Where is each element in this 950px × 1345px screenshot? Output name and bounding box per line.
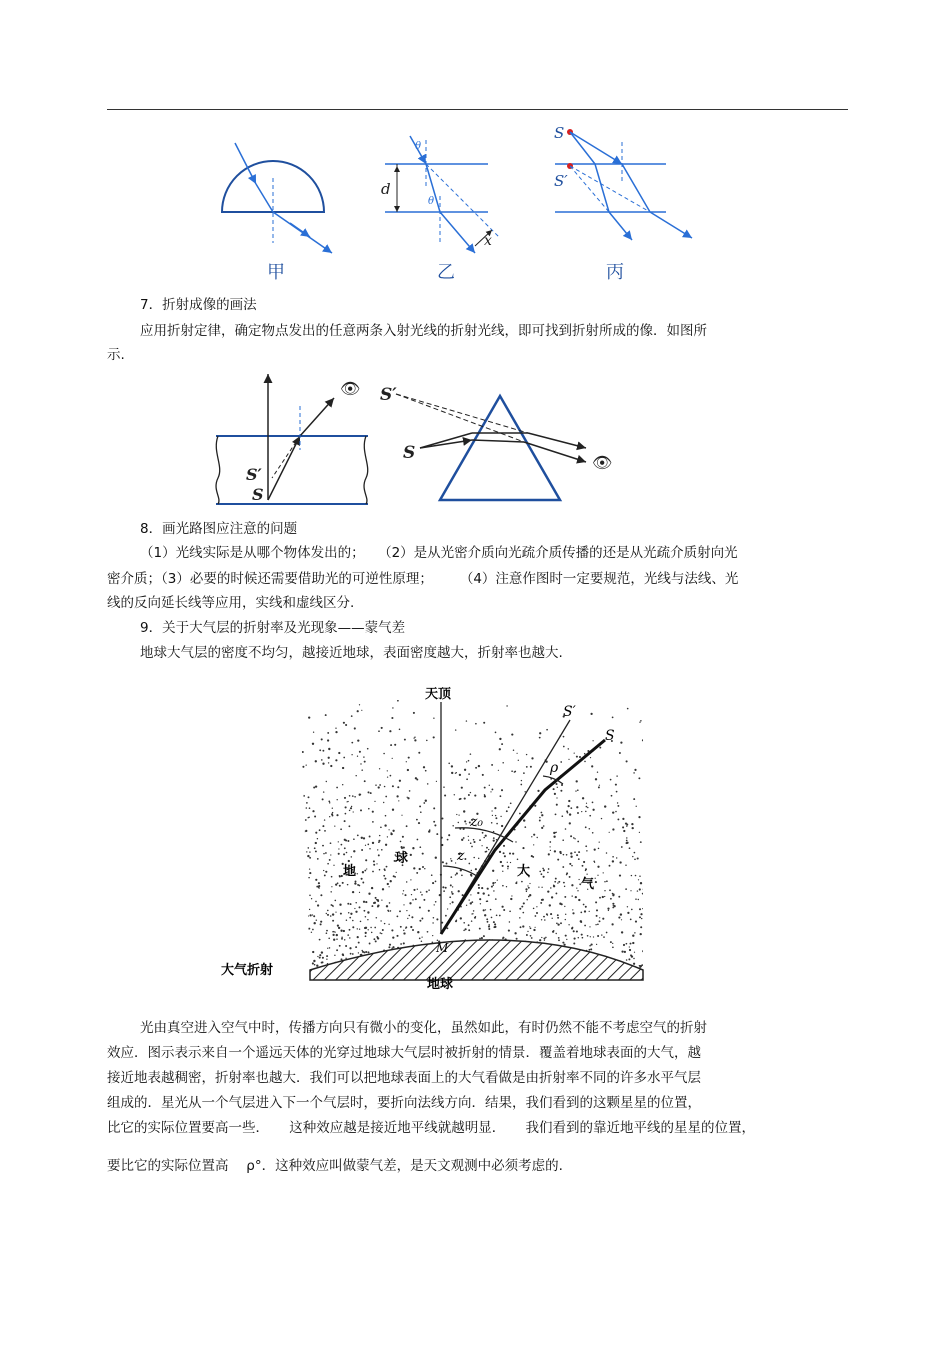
- prism-diagram: [380, 385, 612, 500]
- section7-heading: 7．折射成像的画法: [140, 297, 257, 313]
- closing-line1: 光由真空进入空气中时，传播方向只有微小的变化，虽然如此，有时仍然不能不考虑空气的折射: [140, 1020, 707, 1036]
- char-qiu: 球: [395, 851, 409, 866]
- section9-para: 地球大气层的密度不均匀，越接近地球，表面密度越大，折射率也越大.: [140, 645, 563, 661]
- z-label: z: [457, 848, 465, 864]
- s-prime-label: S′: [563, 704, 576, 720]
- slab-diagram: [216, 374, 368, 504]
- section8-line1: （1）光线实际是从哪个物体发出的； （2）是从光密介质向光疏介质传播的还是从光疏介质射向光: [140, 545, 738, 561]
- figure-atmospheric-refraction: [205, 680, 645, 995]
- section7-para-line2: 示.: [107, 347, 125, 363]
- section8-line2: 密介质；（3）必要的时候还需要借助光的可逆性原理； （4）注意作图时一定要规范，光线与法线、光: [107, 571, 739, 587]
- s-prime-label: S′: [246, 465, 262, 484]
- closing-line6: 要比它的实际位置高 ρ°．这种效应叫做蒙气差，是天文观测中必须考虑的.: [107, 1158, 563, 1174]
- section8-heading: 8．画光路图应注意的问题: [140, 521, 298, 537]
- figure-jia: [222, 143, 332, 253]
- s-label: S: [554, 124, 565, 142]
- s-prime-label: S′: [554, 172, 568, 190]
- label-yi: 乙: [437, 262, 455, 283]
- s-label: S: [252, 485, 264, 504]
- theta-top-label: θ: [415, 141, 422, 152]
- z0-label: z₀: [470, 814, 483, 830]
- header-rule: [107, 109, 848, 110]
- closing-line4: 组成的．星光从一个气层进入下一个气层时，要折向法线方向．结果，我们看到的这颗星星的位置，: [107, 1095, 701, 1111]
- earth-label: 地球: [427, 977, 454, 992]
- caption-left: 大气折射: [221, 963, 274, 978]
- char-da: 大: [517, 864, 531, 879]
- rho-label: ρ: [550, 760, 559, 776]
- theta-bottom-label: θ: [428, 196, 435, 207]
- closing-line2: 效应．图示表示来自一个遥远天体的光穿过地球大气层时被折射的情景．覆盖着地球表面的大气，越: [107, 1045, 701, 1061]
- figure-refraction-examples: [200, 118, 710, 288]
- char-qi: 气: [581, 877, 595, 892]
- label-jia: 甲: [267, 262, 285, 283]
- figure-bing: [554, 124, 692, 240]
- closing-line3: 接近地表越稠密，折射率也越大．我们可以把地球表面上的大气看做是由折射率不同的许多水平气层: [107, 1070, 701, 1086]
- m-label: M: [436, 941, 449, 955]
- label-bing: 丙: [606, 262, 624, 283]
- figure-image-formation: [210, 370, 620, 510]
- atmosphere-dots: [299, 700, 645, 976]
- section8-line3: 线的反向延长线等应用，实线和虚线区分.: [107, 595, 355, 611]
- prism-s-label: S: [403, 443, 416, 463]
- d-label: d: [381, 180, 391, 198]
- figure-yi: [381, 136, 500, 253]
- prism-s-prime-label: S′: [380, 385, 397, 405]
- section7-para-line1: 应用折射定律，确定物点发出的任意两条入射光线的折射光线，即可找到折射所成的像．如图所: [140, 323, 707, 339]
- zenith-label: 天顶: [425, 687, 452, 702]
- eye-icon: 👁: [592, 453, 613, 472]
- section9-heading: 9．关于大气层的折射率及光现象——蒙气差: [140, 620, 406, 636]
- s-label: S: [605, 728, 615, 744]
- eye-icon: 👁: [340, 379, 361, 398]
- x-label: x: [484, 233, 492, 249]
- closing-line5: 比它的实际位置要高一些． 这种效应越是接近地平线就越明显． 我们看到的靠近地平线的星星的位置，: [107, 1120, 755, 1136]
- char-di: 地: [343, 864, 357, 879]
- earth-surface: [310, 940, 643, 980]
